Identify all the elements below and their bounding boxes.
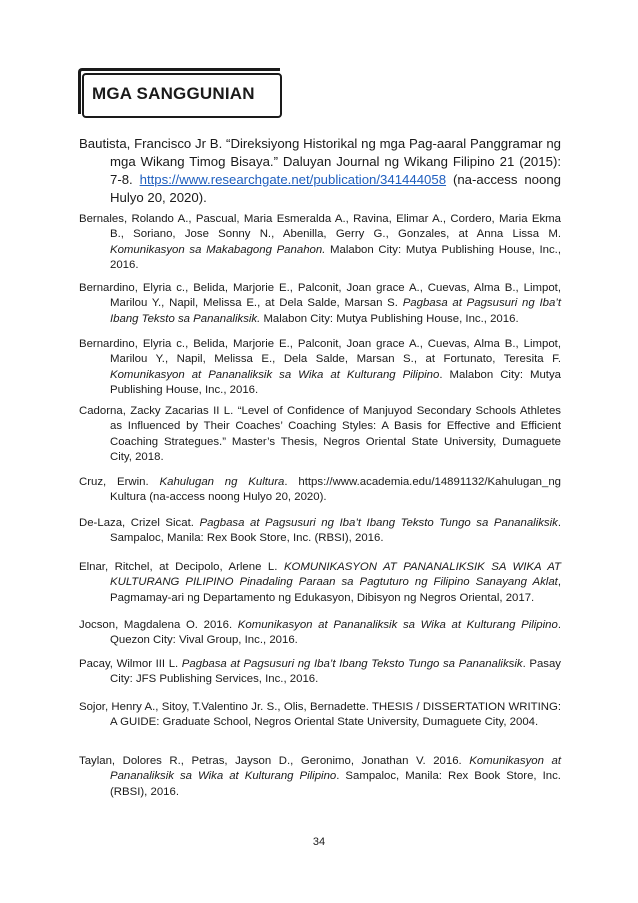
reference-item: Sojor, Henry A., Sitoy, T.Valentino Jr. S., Olis, Bernadette. THESIS / DISSERTATION WRITING: A GUIDE: Graduate School, Negros Oriental State University, Dumaguete City, 2004.: [79, 701, 561, 729]
reference-item: Bernales, Rolando A., Pascual, Maria Esmeralda A., Ravina, Elimar A., Cordero, Maria Ekma B., Soriano, Jose Sonny N., Abenilla, Gerry G., Gonzales, at Anna Lissa M. Komunikasyon sa Makabagong Panahon. Malabon City: Mutya Publishing House, Inc., 2016.: [79, 213, 562, 272]
reference-item: Bautista, Francisco Jr B. “Direksiyong Historikal ng mga Pag-aaral Panggramar ng mga Wikang Timog Bisaya.” Daluyan Journal ng Wikang Filipino 21 (2015): 7-8. https://www.researchgate.net/publication/341444058 (na-access noong Hulyo 20, 2020).: [79, 136, 561, 205]
reference-item: Taylan, Dolores R., Petras, Jayson D., Geronimo, Jonathan V. 2016. Komunikasyon at Pananaliksik sa Wika at Kulturang Pilipino. Sampaloc, Manila: Rex Book Store, Inc. (RBSI), 2016.: [79, 755, 561, 798]
reference-item: Pacay, Wilmor III L. Pagbasa at Pagsusuri ng Iba’t Ibang Teksto Tungo sa Pananaliksik. Pasay City: JFS Publishing Services, Inc., 2016.: [79, 658, 561, 686]
reference-item: Jocson, Magdalena O. 2016. Komunikasyon at Pananaliksik sa Wika at Kulturang Pilipino. Quezon City: Vival Group, Inc., 2016.: [79, 619, 561, 647]
reference-item: Bernardino, Elyria c., Belida, Marjorie E., Palconit, Joan grace A., Cuevas, Alma B., Limpot, Marilou Y., Napil, Melissa E., at Dela Salde, Marsan S. Pagbasa at Pagsusuri ng Iba’t Ibang Teksto sa Pananaliksik. Malabon City: Mutya Publishing House, Inc., 2016.: [79, 282, 561, 325]
reference-item: Cadorna, Zacky Zacarias II L. “Level of Confidence of Manjuyod Secondary Schools Athletes as Influenced by Their Coaches’ Coaching Styles: A Basis for Effective and Efficient Coaching Strategues.” Master’s Thesis, Negros Oriental State University, Dumaguete City, 2018.: [79, 405, 561, 464]
reference-item: Bernardino, Elyria c., Belida, Marjorie E., Palconit, Joan grace A., Cuevas, Alma B., Limpot, Marilou Y., Napil, Melissa E., Dela Salde, Marsan S., at Fortunato, Teresita F. Komunikasyon at Pananaliksik sa Wika at Kulturang Pilipino. Malabon City: Mutya Publishing House, Inc., 2016.: [79, 338, 562, 397]
section-title: MGA SANGGUNIAN: [92, 84, 255, 103]
reference-item: Elnar, Ritchel, at Decipolo, Arlene L. KOMUNIKASYON AT PANANALIKSIK SA WIKA AT KULTURANG PILIPINO Pinadaling Paraan sa Pagtuturo ng Filipino Sanayang Aklat, Pagmamay-ari ng Departamento ng Edukasyon, Dibisyon ng Negros Oriental, 2017.: [79, 561, 561, 604]
page-number: 34: [312, 836, 326, 848]
reference-item: De-Laza, Crizel Sicat. Pagbasa at Pagsusuri ng Iba’t Ibang Teksto Tungo sa Pananaliksik. Sampaloc, Manila: Rex Book Store, Inc. (RBSI), 2016.: [79, 517, 562, 545]
reference-link[interactable]: https://www.researchgate.net/publication/341444058: [139, 172, 447, 187]
reference-item: Cruz, Erwin. Kahulugan ng Kultura. https://www.academia.edu/14891132/Kahulugan_ng Kultura (na-access noong Hulyo 20, 2020).: [79, 476, 561, 504]
